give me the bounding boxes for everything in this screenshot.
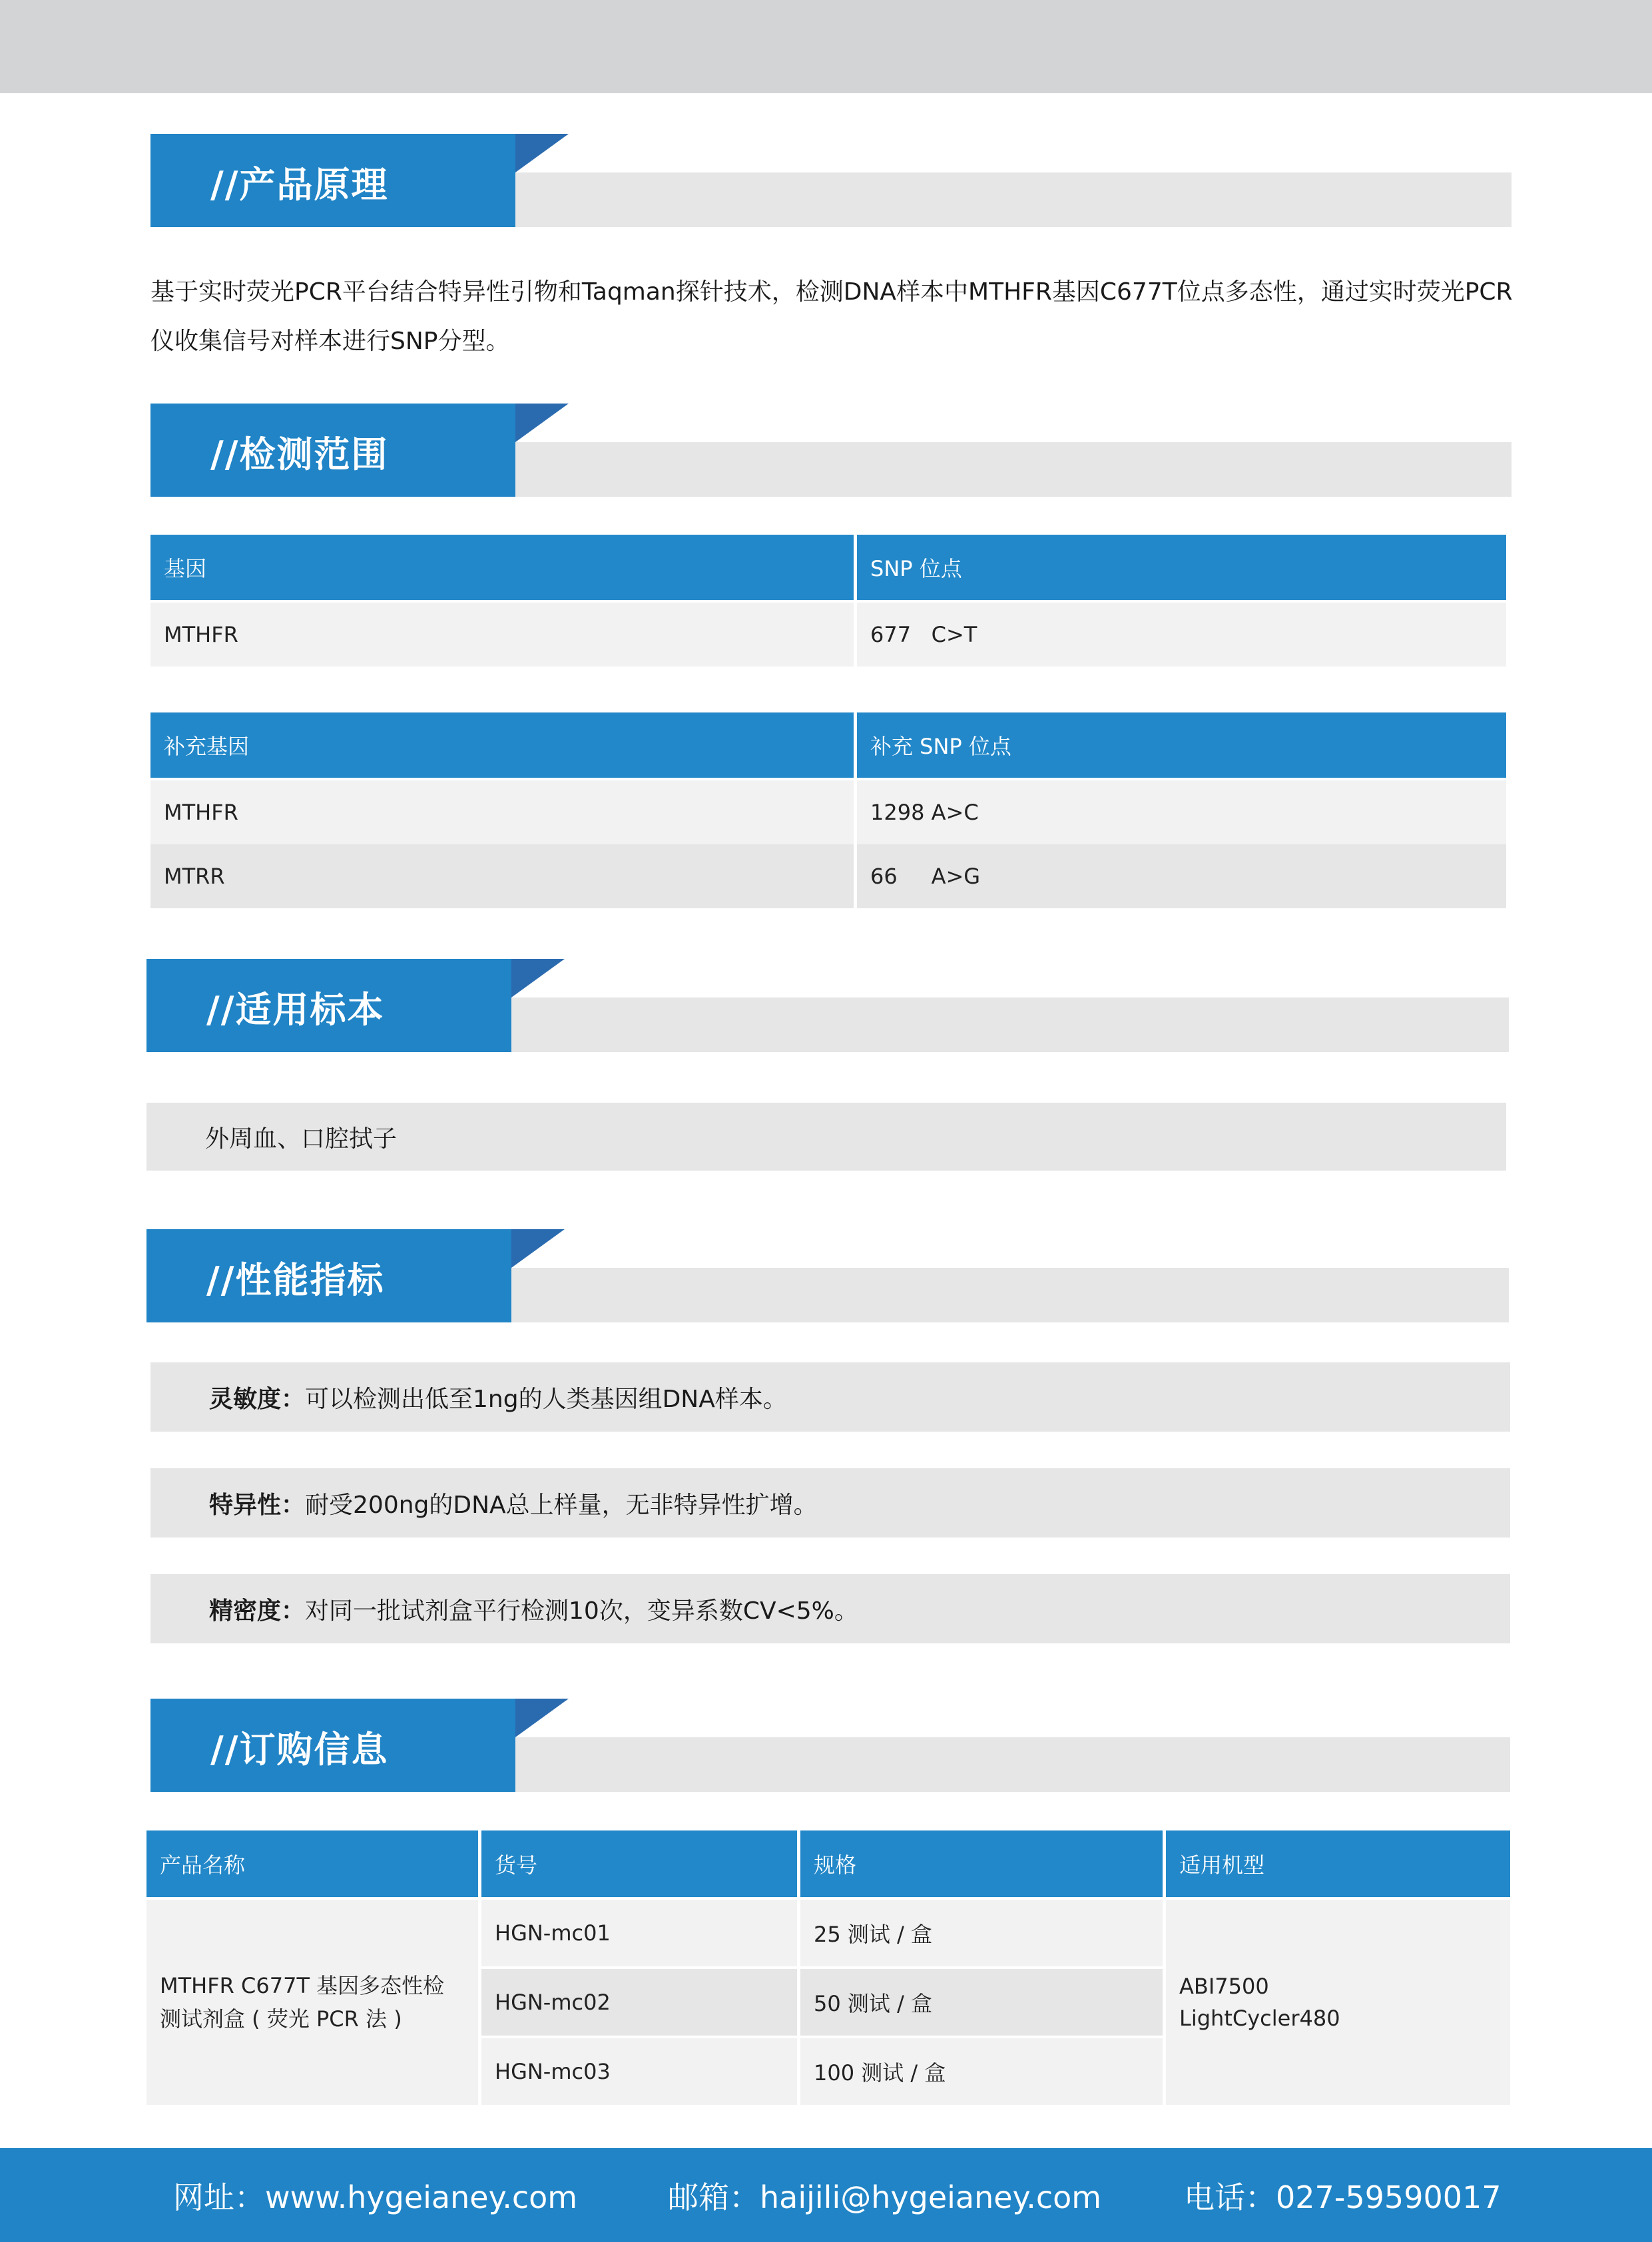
performance-precision <box>150 1574 1510 1643</box>
table-header-row <box>150 712 1506 778</box>
sku-cell: HGN-mc01 <box>495 1920 611 1946</box>
table-header-gene: 基因 <box>164 556 207 581</box>
table-header-row <box>150 535 1506 600</box>
sku-cell: HGN-mc03 <box>495 2059 611 2084</box>
performance-specificity <box>150 1468 1510 1538</box>
principle-text: 基于实时荧光PCR平台结合特异性引物和Taqman探针技术，检测DNA样本中MTHFR基因C677T位点多态性，通过实时荧光PCR仪收集信号对样本进行SNP分型。 <box>150 278 1513 355</box>
section-header-order <box>150 1699 1510 1792</box>
product-name: MTHFR C677T 基因多态性检测试剂盒 ( 荧光 PCR 法 ) <box>160 1973 445 2032</box>
snp-cell: 66 A>G <box>870 864 981 889</box>
scope-table <box>150 535 1506 668</box>
specimen-bar <box>146 1103 1506 1171</box>
metric-label: 特异性： <box>209 1491 306 1519</box>
column-divider <box>854 712 857 910</box>
table-header-snp: SNP 位点 <box>870 556 962 581</box>
metric-text: 对同一批试剂盒平行检测10次，变异系数CV<5%。 <box>305 1597 858 1625</box>
sku-cell: HGN-mc02 <box>495 1990 611 2015</box>
section-header-specimen <box>146 959 1509 1052</box>
table-header-gene: 补充基因 <box>164 734 250 759</box>
footer-bar <box>0 2148 1652 2242</box>
table-row <box>481 1969 1163 2036</box>
gene-cell: MTHFR <box>164 800 238 825</box>
order-table <box>146 1830 1510 2105</box>
section-title: //检测范围 <box>210 433 389 475</box>
table-header-spec: 规格 <box>814 1852 857 1878</box>
spec-cell: 50 测试 / 盒 <box>814 1991 933 2016</box>
table-header-product: 产品名称 <box>160 1852 246 1878</box>
supplementary-table <box>150 712 1506 910</box>
header-corner <box>511 1229 565 1268</box>
snp-cell: 677 C>T <box>870 622 977 647</box>
header-corner <box>511 959 565 997</box>
section-title: //适用标本 <box>206 989 385 1031</box>
performance-sensitivity <box>150 1362 1510 1432</box>
table-row <box>150 780 1506 844</box>
footer-phone: 电话：027-59590017 <box>1184 2179 1502 2215</box>
footer-website: 网址：www.hygeianey.com <box>173 2179 578 2215</box>
top-band <box>0 0 1652 93</box>
table-row <box>150 603 1506 667</box>
section-header-scope <box>150 404 1512 497</box>
section-header-principle <box>150 134 1512 227</box>
spec-cell: 100 测试 / 盒 <box>814 2060 946 2086</box>
footer-email: 邮箱：haijili@hygeianey.com <box>668 2179 1102 2215</box>
table-header-instrument: 适用机型 <box>1179 1852 1265 1878</box>
snp-cell: 1298 A>C <box>870 800 979 825</box>
section-title: //性能指标 <box>206 1259 385 1301</box>
section-header-performance <box>146 1229 1509 1322</box>
instrument-2: LightCycler480 <box>1179 2006 1340 2031</box>
metric-text: 可以检测出低至1ng的人类基因组DNA样本。 <box>305 1385 787 1413</box>
gene-cell: MTHFR <box>164 622 238 647</box>
table-row <box>150 844 1506 908</box>
metric-label: 精密度： <box>209 1597 306 1625</box>
column-divider <box>478 1830 481 2105</box>
gene-cell: MTRR <box>164 864 225 889</box>
metric-text: 耐受200ng的DNA总上样量，无非特异性扩增。 <box>305 1491 818 1519</box>
column-divider <box>797 1830 800 2105</box>
table-row <box>481 2038 1163 2105</box>
header-corner <box>515 134 569 172</box>
table-header-sku: 货号 <box>495 1852 538 1878</box>
column-divider <box>1163 1830 1166 2105</box>
header-corner <box>515 404 569 442</box>
metric-label: 灵敏度： <box>209 1385 306 1413</box>
table-header-row <box>146 1830 1510 1897</box>
spec-cell: 25 测试 / 盒 <box>814 1922 933 1947</box>
specimen-text: 外周血、口腔拭子 <box>205 1125 398 1153</box>
product-name-cell <box>146 1900 478 2105</box>
column-divider <box>854 535 857 668</box>
table-row <box>481 1900 1163 1966</box>
instrument-cell <box>1166 1900 1510 2105</box>
section-title: //订购信息 <box>210 1729 389 1771</box>
header-corner <box>515 1699 569 1737</box>
table-header-snp: 补充 SNP 位点 <box>870 734 1011 759</box>
section-title: //产品原理 <box>210 164 389 206</box>
instrument-1: ABI7500 <box>1179 1974 1269 1999</box>
